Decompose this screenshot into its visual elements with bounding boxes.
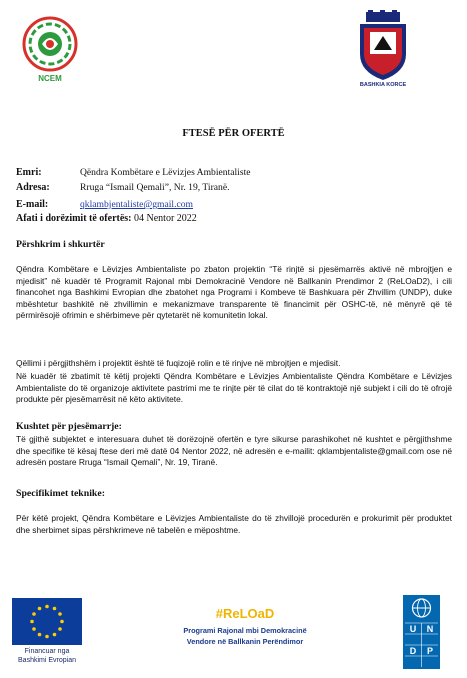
undp-logo — [403, 595, 440, 669]
deadline-row — [16, 213, 197, 224]
summary-paragraph-1: Qëndra Kombëtare e Lëvizjes Ambientaliste po zbaton projektin “Të rinjtë si pjesëmarrës aktivë në mbrojtjen e mjedisit” në kuadër të Programit Rajonal mbi Demokracinë Vendore në Ballkanin Prendimor 2 (ReLOaD2), i cili financohet nga Bashkimi Evropian dhe zbatohet nga Programi i Kombeve të Bashkuara për Zhvillim (UNDP), duke mbështetur bashkitë në zhvillimin e mekanizmave transparente të financimit për OSHC-të, në mënyrë që të përmirësojë ofrimin e shërbimeve për qytetarët në komunitetin lokal. — [16, 264, 452, 321]
ncem-logo — [12, 10, 88, 86]
page-title: FTESË PËR OFERTË — [182, 128, 285, 139]
address-label: Adresa: — [16, 182, 50, 193]
summary-heading: Përshkrim i shkurtër — [16, 239, 105, 250]
address-value: Rruga “Ismail Qemali”, Nr. 19, Tiranë. — [80, 182, 230, 193]
eu-caption-line-2: Bashkimi Evropian — [18, 657, 76, 664]
deadline-label: Afati i dorëzimit të ofertës: — [16, 213, 132, 224]
undp-letter-n: N — [426, 624, 434, 634]
ncem-logo-text: NCEM — [38, 74, 62, 83]
conditions-text: Të gjithë subjektet e interesuara duhet të dorëzojnë ofertën e tyre sikurse parashikohet në kushtet e përgjithshme dhe specifike të kësaj ftese deri më datë 04 Nentor 2022, në adresën e e-mailit: qklambjentaliste@gmail.com ose në adresën postare Rruga “Ismail Qemali”, Nr. 19, Tiranë. — [16, 434, 452, 468]
email-label: E-mail: — [16, 199, 49, 210]
reload-subtitle-1: Programi Rajonal mbi Demokracinë — [183, 626, 307, 635]
deadline-value: 04 Nentor 2022 — [134, 213, 197, 224]
eu-caption-line-1: Financuar nga — [24, 648, 70, 655]
municipality-crest-icon — [352, 10, 414, 90]
summary-paragraph-2a: Qëllimi i përgjithshëm i projektit është të fuqizojë rolin e të rinjve në mbrojtjen e mjedisit. — [16, 358, 341, 368]
municipality-logo-text: BASHKIA KORCE — [359, 82, 407, 88]
reload-title: #ReLOaD — [215, 606, 275, 621]
name-value: Qëndra Kombëtare e Lëvizjes Ambientaliste — [80, 167, 251, 178]
korce-municipality-logo — [352, 10, 414, 90]
summary-paragraph-2b: Në kuadër të zbatimit të këtij projekti Qëndra Kombëtare e Lëvizjes Ambientaliste Qëndra Kombëtare e Lëvizjes Ambientaliste do të organizoje aktivitete pastrimi me te rinjte për të cilat do të kontraktojë një subjekt i cili do të ofrojë produkte për pjesëmarrësit në këto aktivitete. — [16, 371, 452, 405]
undp-letter-p: P — [426, 646, 433, 656]
specs-heading: Specifikimet teknike: — [16, 488, 105, 499]
email-link[interactable]: qklambjentaliste@gmail.com — [80, 199, 194, 210]
conditions-heading: Kushtet për pjesëmarrje: — [16, 421, 122, 432]
eu-flag-icon — [12, 598, 82, 645]
name-label: Emri: — [16, 167, 42, 178]
reload-subtitle-2: Vendore në Ballkanin Perëndimor — [186, 637, 304, 646]
undp-letter-d: D — [409, 646, 417, 656]
undp-letter-u: U — [409, 624, 417, 634]
specs-text: Për këtë projekt, Qëndra Kombëtare e Lëvizjes Ambientaliste do të zhvillojë procedurën e prokurimit për produktet dhe sherbimet sipas përshkrimeve në tabelën e mëposhtme. — [16, 513, 452, 535]
eu-stars-icon — [12, 598, 82, 645]
